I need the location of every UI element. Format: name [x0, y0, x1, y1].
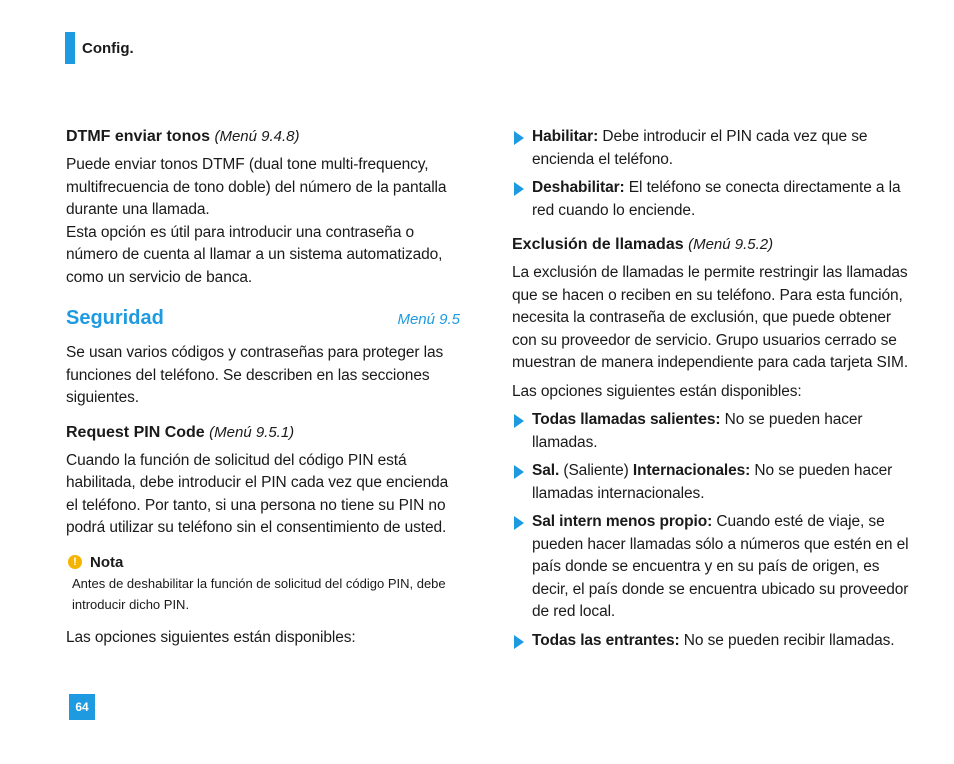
- right-column: [512, 126, 912, 652]
- bullet-text: Debe introducir el PIN cada vez que se encienda el teléfono.: [532, 128, 868, 168]
- left-column: [66, 126, 460, 649]
- bullet-text: No se pueden hacer llamadas internacionales.: [532, 462, 893, 502]
- bullet-todas-entrantes: [512, 630, 912, 653]
- bullet-text: El teléfono se conecta directamente a la red cuando lo enciende.: [532, 179, 901, 219]
- bullet-label: Internacionales:: [632, 462, 751, 479]
- dtmf-paragraph-2: Esta opción es útil para introducir una contraseña o número de cuenta al llamar a un sistema automatizado, como un servicio de banca.: [66, 223, 443, 286]
- bullet-arrow-icon: [514, 182, 524, 196]
- bullet-arrow-icon: [514, 516, 524, 530]
- pin-paragraph: Cuando la función de solicitud del código PIN está habilitada, debe introducir el PIN cada vez que encienda el teléfono. Por tanto, si una persona no tiene su PIN no podrá utilizar su teléfono sin el consentimiento de usted.: [66, 451, 449, 536]
- seguridad-menu-ref: Menú 9.5: [397, 311, 460, 328]
- note-text: Antes de deshabilitar la función de solicitud del código PIN, debe introducir dicho PIN.: [72, 575, 446, 612]
- dtmf-heading: [66, 126, 460, 148]
- bullet-label: Habilitar:: [532, 128, 599, 145]
- section-header: Config.: [82, 40, 134, 57]
- bullet-deshabilitar: [512, 177, 912, 222]
- seguridad-paragraph: Se usan varios códigos y contraseñas para proteger las funciones del teléfono. Se describen en las secciones siguientes.: [66, 344, 444, 406]
- dtmf-paragraph-1: Puede enviar tonos DTMF (dual tone multi-frequency, multifrecuencia de tono doble) del número de la pantalla durante una llamada.: [66, 156, 447, 218]
- header-accent-bar: [65, 32, 75, 64]
- bullet-arrow-icon: [514, 414, 524, 428]
- bullet-habilitar: [512, 126, 912, 171]
- bullet-label: Todas llamadas salientes:: [532, 411, 721, 428]
- dtmf-title: DTMF enviar tonos: [66, 128, 211, 145]
- pin-title: Request PIN Code: [66, 423, 205, 441]
- seguridad-heading: [66, 307, 460, 330]
- exclusion-title: Exclusión de llamadas: [512, 236, 684, 253]
- left-options-text: Las opciones siguientes están disponibles:: [66, 628, 356, 646]
- bullet-intern-menos-propio: [512, 511, 912, 624]
- right-options-text: Las opciones siguientes están disponibles:: [512, 382, 802, 400]
- bullet-text: No se pueden recibir llamadas.: [679, 631, 895, 649]
- exclusion-menu-ref: (Menú 9.5.2): [688, 236, 774, 253]
- exclusion-heading: [512, 234, 912, 256]
- page-number: 64: [69, 694, 95, 720]
- bullet-arrow-icon: [514, 131, 524, 145]
- bullet-text: (Saliente): [559, 462, 633, 479]
- bullet-todas-salientes: [512, 409, 912, 454]
- bullet-internacionales: [512, 460, 912, 505]
- note-heading: [68, 554, 460, 571]
- bullet-arrow-icon: [514, 465, 524, 479]
- bullet-label: Sal intern menos propio:: [532, 513, 713, 530]
- bullet-label: Todas las entrantes:: [532, 631, 680, 649]
- bullet-arrow-icon: [514, 635, 524, 649]
- bullet-text: No se pueden hacer llamadas.: [532, 411, 863, 451]
- pin-menu-ref: (Menú 9.5.1): [209, 423, 295, 441]
- dtmf-menu-ref: (Menú 9.4.8): [214, 128, 300, 145]
- warning-icon: !: [68, 555, 82, 569]
- bullet-label: Deshabilitar:: [532, 179, 625, 196]
- exclusion-paragraph: La exclusión de llamadas le permite restringir las llamadas que se hacen o reciben en su teléfono. Para esta función, necesita la contraseña de exclusión, que puede obtener con su proveedor de servicio. Grupo usuarios cerrado se muestran de manera independiente para cada tarjeta SIM.: [512, 264, 909, 371]
- bullet-label: Sal.: [532, 462, 560, 479]
- bullet-text: Cuando esté de viaje, se pueden hacer llamadas sólo a números que estén en el país donde se encuentra y en su país de origen, es decir, el país donde se encuentra ubicado su proveedor de red local.: [532, 513, 909, 620]
- pin-heading: [66, 422, 460, 444]
- seguridad-title: Seguridad: [66, 307, 164, 329]
- note-title: Nota: [90, 553, 124, 571]
